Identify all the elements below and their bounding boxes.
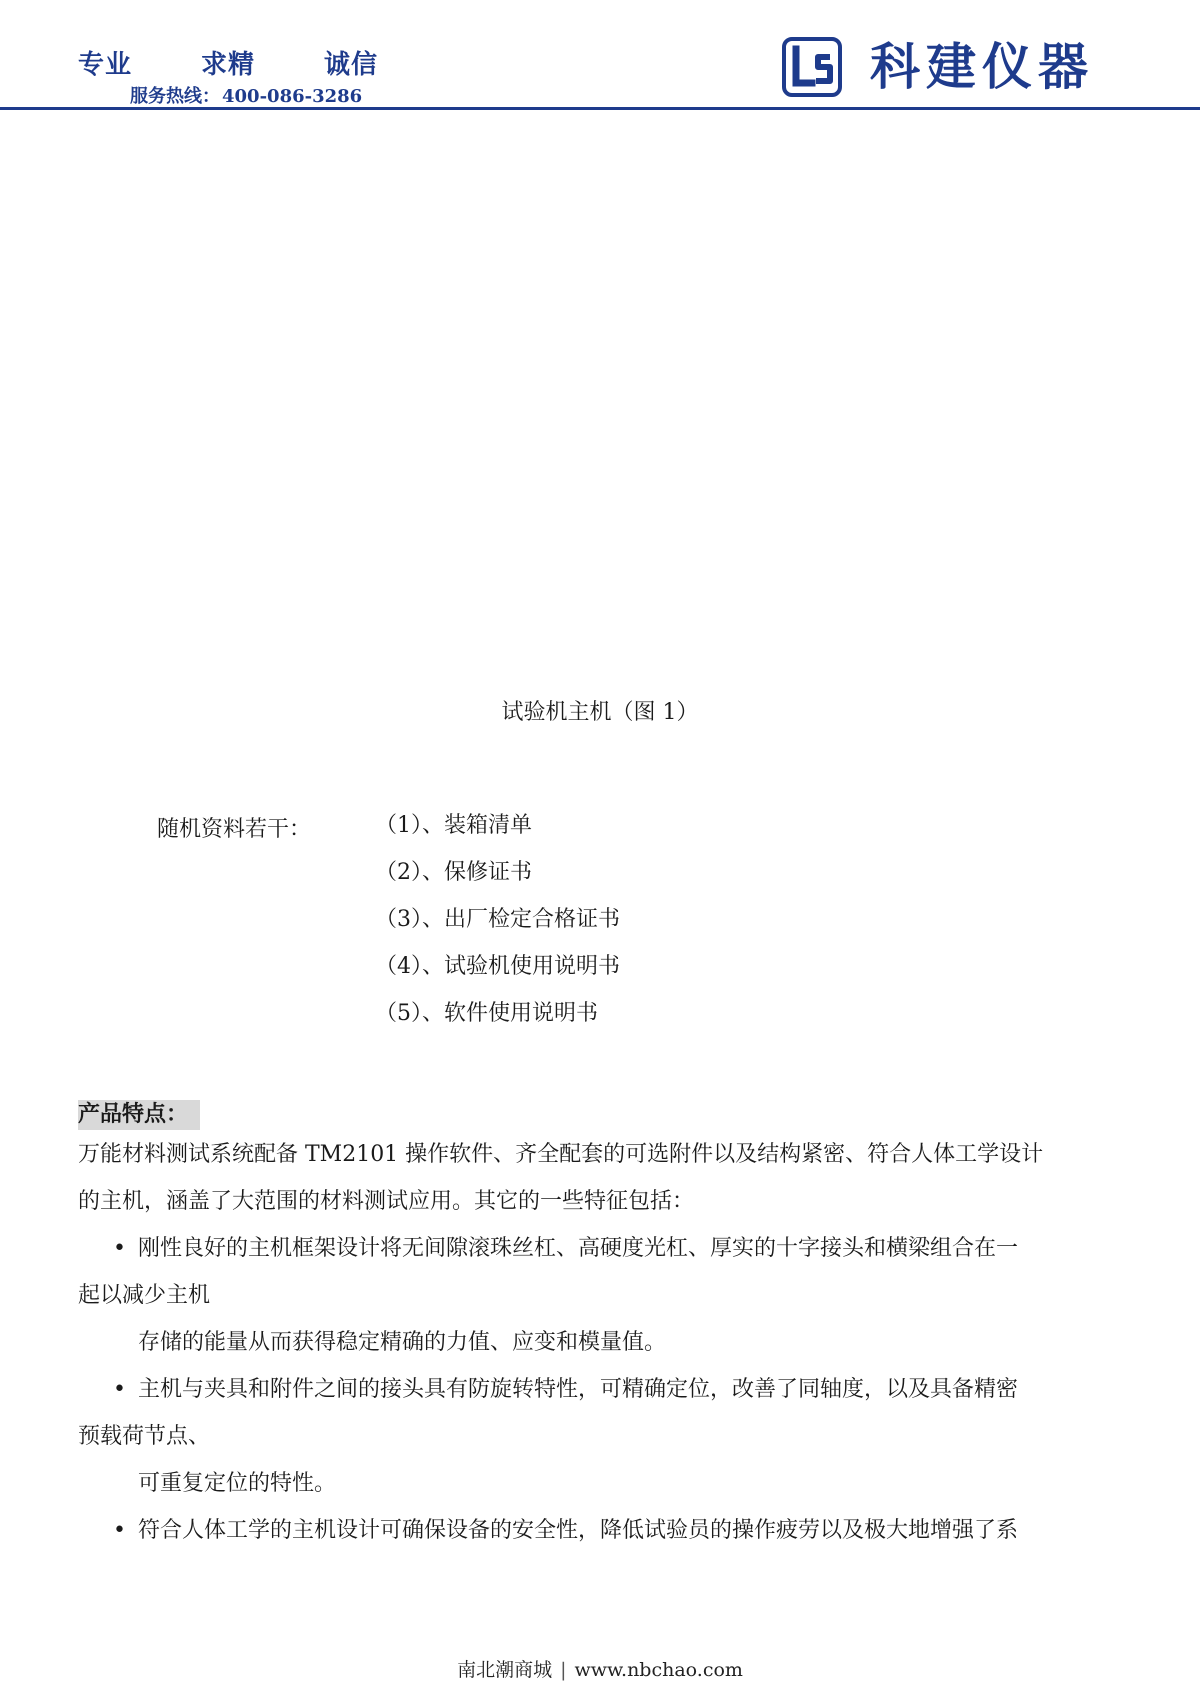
list-item: （4）、试验机使用说明书 (375, 954, 620, 979)
feature-line: 符合人体工学的主机设计可确保设备的安全性，降低试验员的操作疲劳以及极大地增强了系 (138, 1518, 1019, 1543)
footer-site-name: 南北潮商城 (457, 1659, 553, 1681)
list-item: （1）、装箱清单 (375, 813, 532, 838)
slogan-word: 诚信 (323, 50, 378, 80)
list-item: （3）、出厂检定合格证书 (375, 907, 620, 932)
service-hotline (130, 82, 364, 108)
bullet-icon: • (113, 1377, 126, 1402)
list-item: （2）、保修证书 (375, 860, 532, 885)
hotline-label: 服务热线： (130, 86, 220, 107)
logo-mark-icon (782, 37, 842, 97)
documents-list (375, 812, 620, 1047)
hotline-number: 400-086-3286 (222, 86, 363, 107)
figure-caption: 试验机主机（图 1） (501, 700, 699, 725)
feature-line: 预载荷节点、 (78, 1424, 211, 1449)
features-intro-line: 万能材料测试系统配备 TM2101 操作软件、齐全配套的可选附件以及结构紧密、符合人体工学设计 (78, 1142, 1044, 1167)
bullet-icon: • (113, 1518, 126, 1543)
features-intro-line: 的主机，涵盖了大范围的材料测试应用。其它的一些特征包括： (78, 1189, 695, 1214)
features-heading: 产品特点： (78, 1100, 200, 1130)
company-logo (782, 34, 1137, 100)
slogan (78, 44, 378, 81)
feature-line: 刚性良好的主机框架设计将无间隙滚珠丝杠、高硬度光杠、厚实的十字接头和横梁组合在一 (138, 1236, 1019, 1261)
bullet-icon: • (113, 1236, 126, 1261)
feature-line: 起以减少主机 (78, 1283, 211, 1308)
documents-label: 随机资料若干： (157, 817, 312, 842)
page-footer (0, 1655, 1200, 1682)
header-divider (0, 107, 1200, 110)
footer-separator: | (560, 1659, 567, 1681)
logo-text: 科建仪器 (870, 38, 1094, 96)
feature-line: 主机与夹具和附件之间的接头具有防旋转特性，可精确定位，改善了同轴度，以及具备精密 (138, 1377, 1019, 1402)
slogan-word: 专业 (78, 50, 133, 80)
page-header (0, 0, 1200, 112)
footer-url[interactable]: www.nbchao.com (574, 1659, 743, 1681)
list-item: （5）、软件使用说明书 (375, 1001, 598, 1026)
slogan-word: 求精 (200, 50, 255, 80)
feature-line: 存储的能量从而获得稳定精确的力值、应变和模量值。 (138, 1330, 667, 1355)
feature-line: 可重复定位的特性。 (138, 1471, 337, 1496)
